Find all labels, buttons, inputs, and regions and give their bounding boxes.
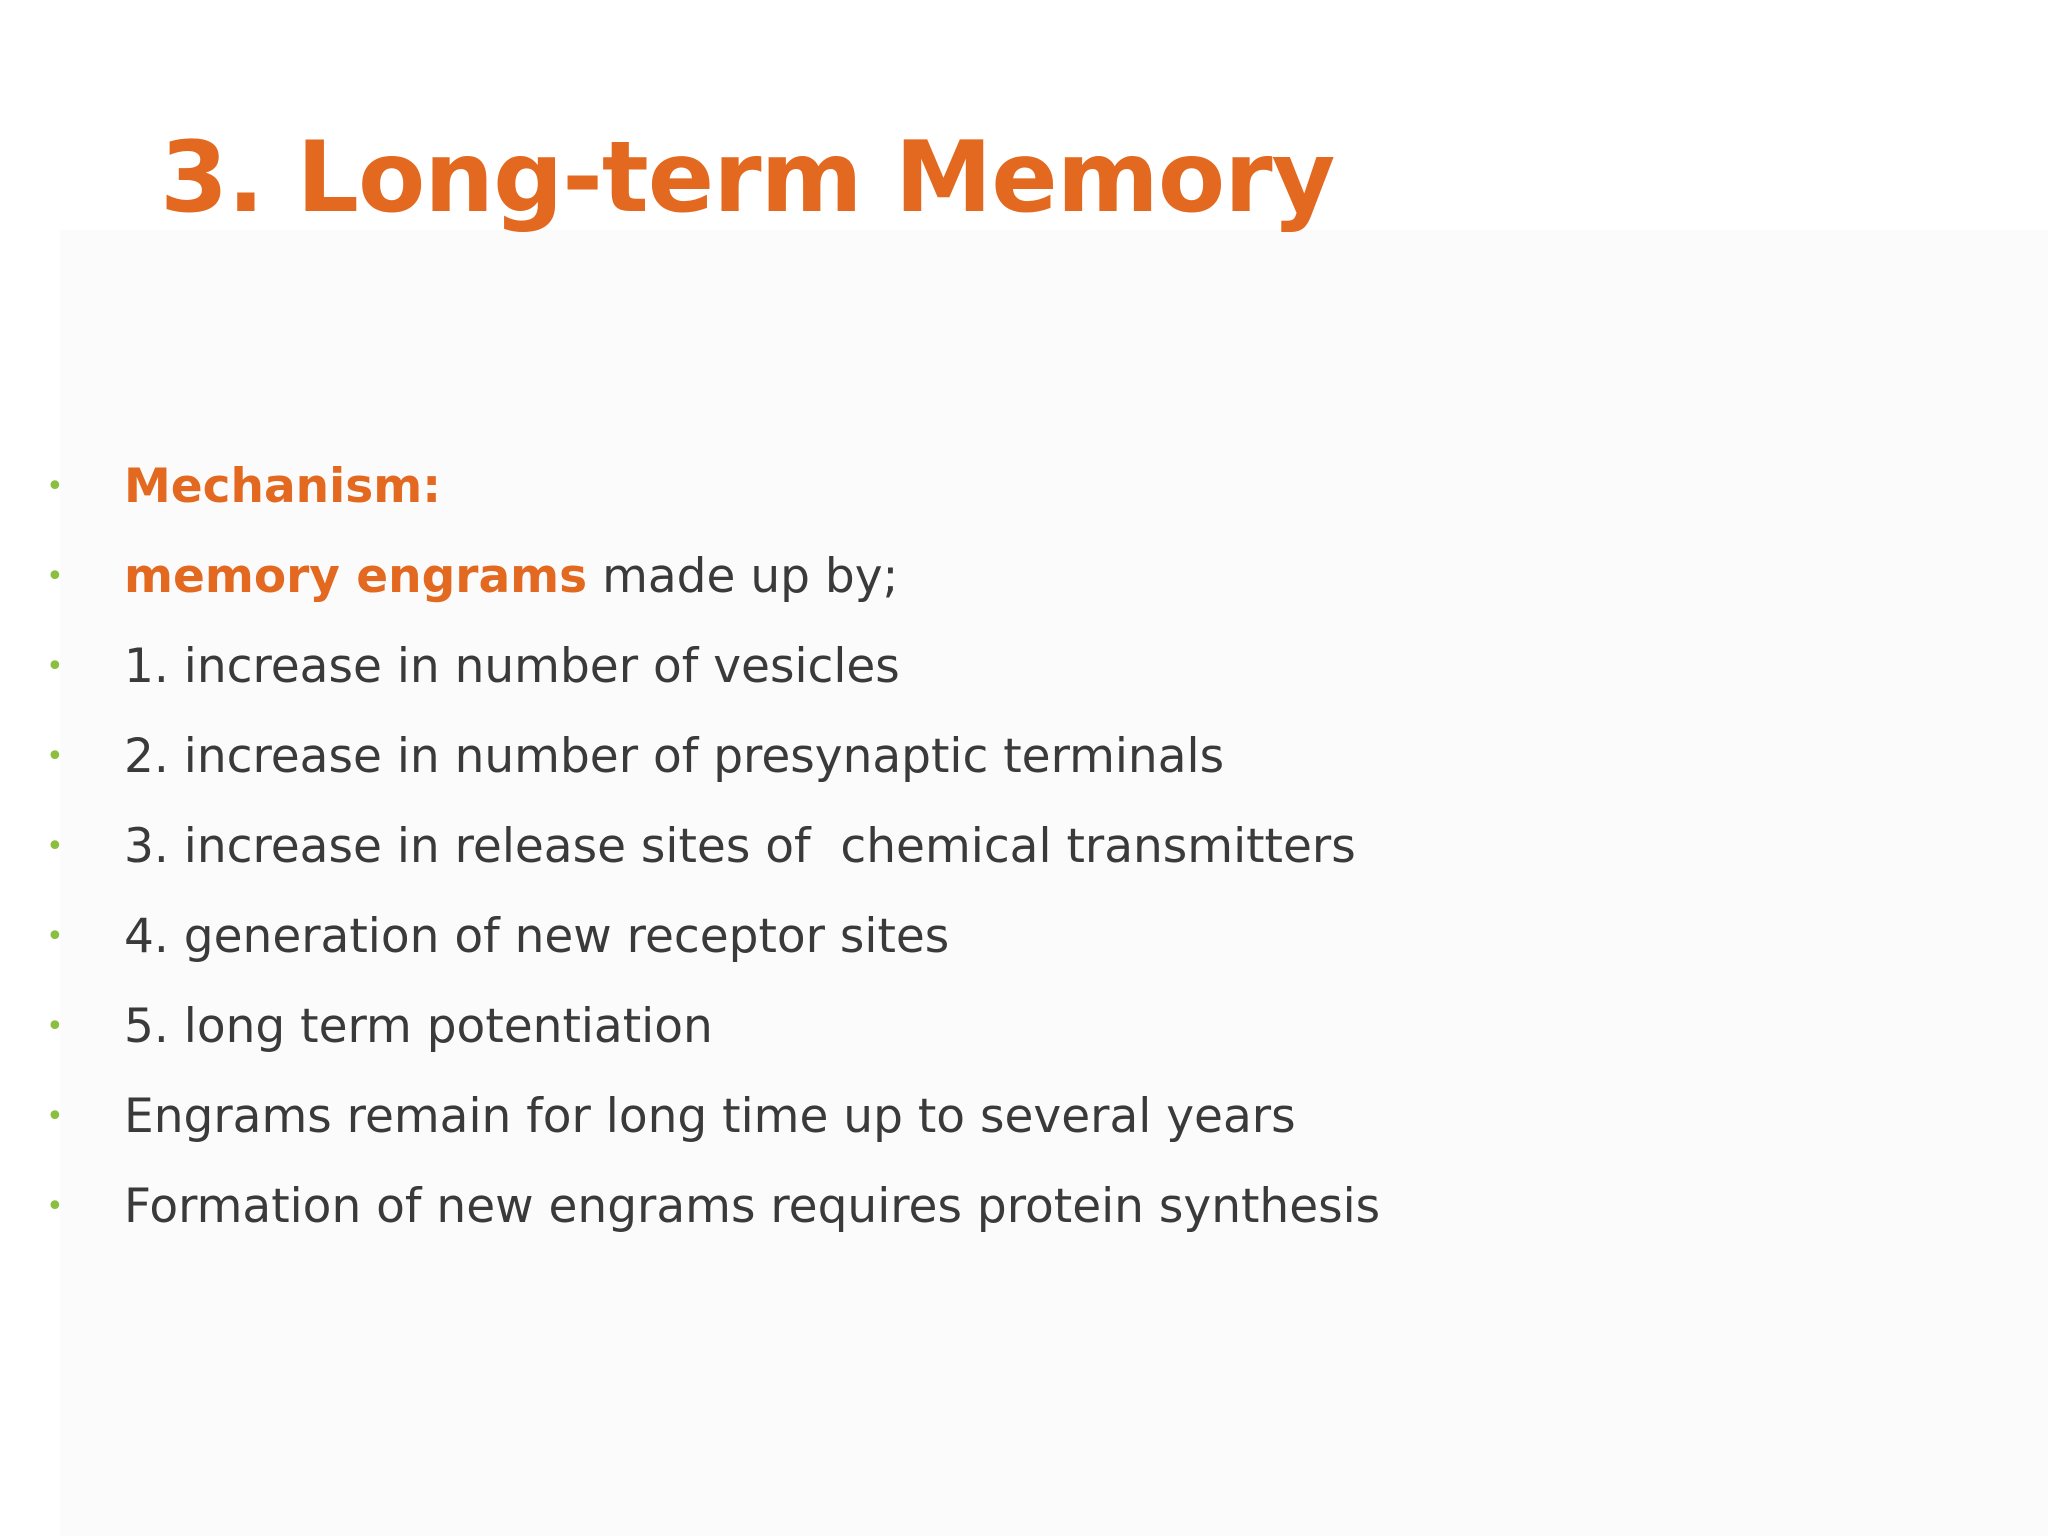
bullet-dot-icon: • <box>46 649 64 684</box>
bullet-text <box>124 1086 1296 1148</box>
bullet-body: 2. increase in number of presynaptic terminals <box>124 729 1225 784</box>
bullet-body: 4. generation of new receptor sites <box>124 909 950 964</box>
bullet-text <box>124 546 898 608</box>
bullet-body: Engrams remain for long time up to several years <box>124 1089 1296 1144</box>
bullet-dot-icon: • <box>46 469 64 504</box>
bullet-text <box>124 906 949 968</box>
bullet-dot-icon: • <box>46 829 64 864</box>
bullet-text <box>124 816 1356 878</box>
bullet-dot-icon: • <box>46 919 64 954</box>
bullet-text <box>124 636 900 698</box>
bullet-body: made up by; <box>587 549 899 604</box>
bullet-body: 3. increase in release sites of chemical transmitters <box>124 819 1356 874</box>
bullet-text <box>124 726 1224 788</box>
bullet-text <box>124 1176 1380 1238</box>
bullet-dot-icon: • <box>46 739 64 774</box>
bullet-body: Formation of new engrams requires protein synthesis <box>124 1179 1381 1234</box>
bullet-text <box>124 456 441 518</box>
bullet-dot-icon: • <box>46 1099 64 1134</box>
bullet-dot-icon: • <box>46 1009 64 1044</box>
bullet-body: 1. increase in number of vesicles <box>124 639 900 694</box>
bullet-body: 5. long term potentiation <box>124 999 713 1054</box>
bullet-text <box>124 996 713 1058</box>
bullet-dot-icon: • <box>46 559 64 594</box>
bullet-dot-icon: • <box>46 1189 64 1224</box>
bullet-heading: Mechanism: <box>124 459 441 514</box>
slide-title: 3. Long-term Memory <box>160 121 1335 235</box>
bullet-keyword: memory engrams <box>124 549 588 604</box>
slide-background-shade <box>60 230 2048 1536</box>
